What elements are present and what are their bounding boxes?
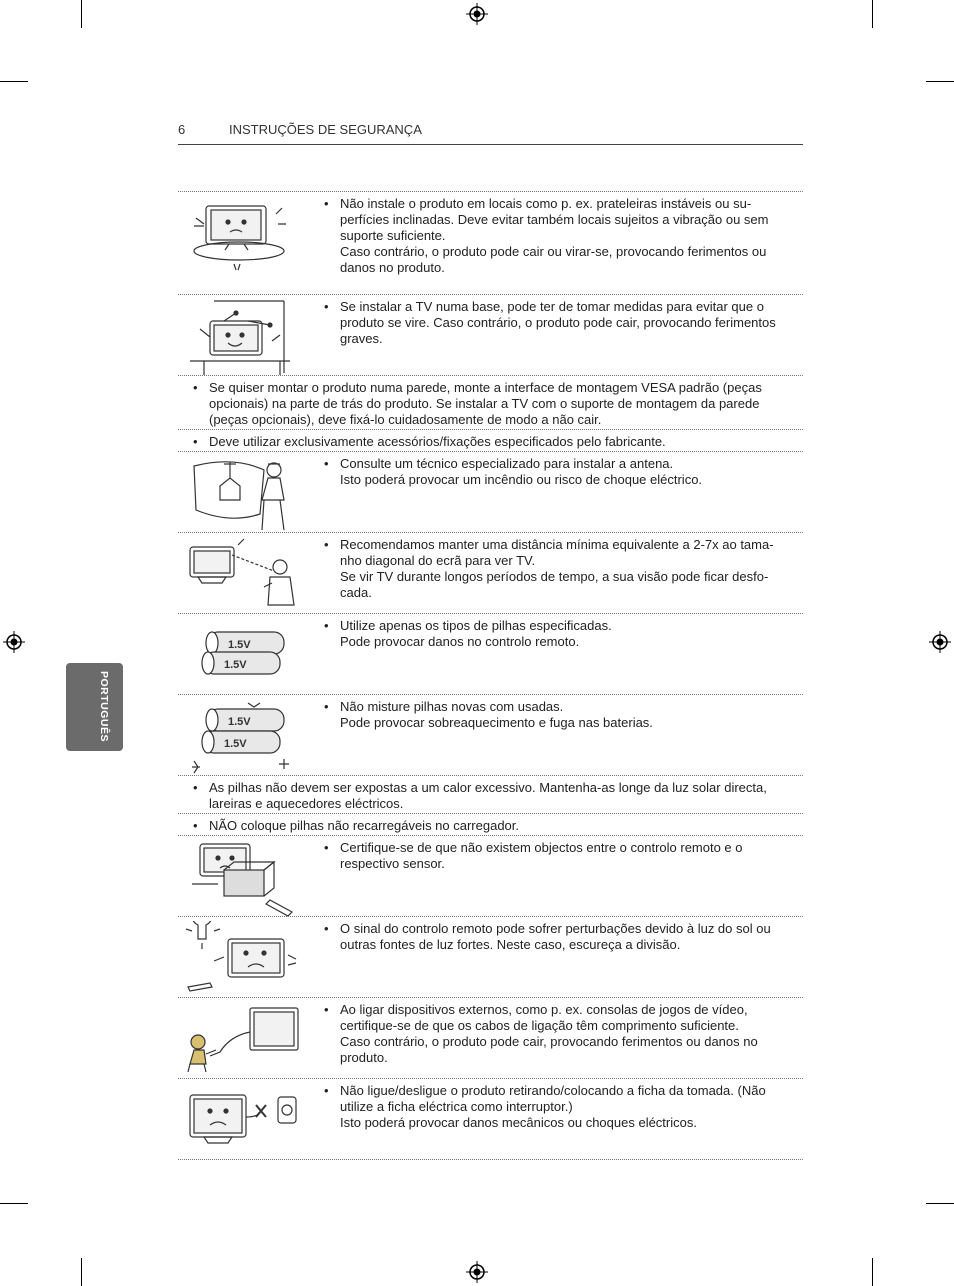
batteries-icon [184, 618, 302, 696]
crop-mark [0, 1203, 28, 1204]
section-title: INSTRUÇÕES DE SEGURANÇA [229, 122, 422, 137]
safety-item [178, 451, 803, 533]
language-tab-label: PORTUGUÊS [98, 671, 110, 743]
tv-on-unstable-shelf-icon [184, 196, 302, 274]
text-line: lareiras e aquecedores eléctricos. [209, 796, 404, 811]
safety-item [178, 997, 803, 1079]
bullet: • [193, 380, 198, 395]
safety-item [178, 1078, 803, 1160]
text-line: Se instalar a TV numa base, pode ter de tomar medidas para evitar que o [340, 299, 764, 314]
text-line: Caso contrário, o produto pode cair ou virar-se, provocando ferimentos ou [340, 244, 767, 259]
text-line: Consulte um técnico especializado para instalar a antena. [340, 456, 674, 471]
text-line: Deve utilizar exclusivamente acessórios/fixações especificados pelo fabricante. [209, 434, 666, 449]
text-line: (peças opcionais), deve fixá-lo cuidadosamente de modo a não cair. [209, 412, 602, 427]
registration-mark-icon [3, 631, 25, 653]
text-line: Utilize apenas os tipos de pilhas especificadas. [340, 618, 612, 633]
strong-light-interference-icon [184, 921, 302, 999]
safety-text [324, 1002, 783, 1066]
bullet: • [324, 456, 329, 471]
battery-label: 1.5V [228, 639, 251, 651]
text-line: Ao ligar dispositivos externos, como p. ex. consolas de jogos de vídeo, [340, 1002, 748, 1017]
safety-text [324, 699, 783, 731]
text-line: Se quiser montar o produto numa parede, monte a interface de montagem VESA padrão (peças [209, 380, 762, 395]
safety-item [178, 429, 803, 452]
text-line: certifique-se de que os cabos de ligação têm comprimento suficiente. [340, 1018, 739, 1033]
page-header [178, 122, 803, 145]
text-line: produto se vire. Caso contrário, o produto pode cair, provocando ferimentos [340, 315, 776, 330]
crop-mark [872, 0, 873, 28]
text-line: utilize a ficha eléctrica como interruptor.) [340, 1099, 573, 1114]
battery-label: 1.5V [224, 659, 247, 671]
crop-mark [81, 0, 82, 28]
cable-length-icon [184, 1002, 302, 1080]
safety-text [193, 380, 779, 428]
text-line: respectivo sensor. [340, 856, 445, 871]
bullet: • [324, 537, 329, 552]
text-line: NÃO coloque pilhas não recarregáveis no carregador. [209, 818, 520, 833]
battery-label: 1.5V [228, 716, 251, 728]
safety-item [178, 835, 803, 917]
text-line: opcionais) na parte de trás do produto. Se instalar a TV com o suporte de montagem da parede [209, 396, 760, 411]
mixed-batteries-icon [184, 699, 302, 777]
safety-text [193, 818, 779, 834]
text-line: danos no produto. [340, 260, 445, 275]
text-line: Se vir TV durante longos períodos de tempo, a sua visão pode ficar desfo- [340, 569, 769, 584]
crop-mark [926, 1203, 954, 1204]
safety-item [178, 694, 803, 776]
text-line: Caso contrário, o produto pode cair, provocando ferimentos ou danos no [340, 1034, 758, 1049]
crop-mark [0, 81, 28, 82]
safety-text [193, 434, 779, 450]
battery-label: 1.5V [224, 738, 247, 750]
safety-text [324, 921, 783, 953]
safety-text [324, 840, 783, 872]
bullet: • [193, 780, 198, 795]
safety-text [324, 196, 783, 276]
text-line: Pode provocar sobreaquecimento e fuga nas baterias. [340, 715, 653, 730]
bullet: • [324, 1002, 329, 1017]
safety-item [178, 532, 803, 614]
viewing-distance-icon [184, 537, 302, 615]
bullet: • [324, 699, 329, 714]
bullet: • [324, 299, 329, 314]
text-line: perfícies inclinadas. Deve evitar também locais sujeitos a vibração ou sem [340, 212, 769, 227]
unplug-power-icon [184, 1083, 302, 1161]
text-line: graves. [340, 331, 383, 346]
safety-text [324, 618, 783, 650]
tv-secured-to-wall-icon [184, 299, 302, 377]
text-line: O sinal do controlo remoto pode sofrer perturbações devido à luz do sol ou [340, 921, 771, 936]
bullet: • [324, 618, 329, 633]
text-line: Isto poderá provocar danos mecânicos ou choques eléctricos. [340, 1115, 697, 1130]
bullet: • [324, 921, 329, 936]
safety-item [178, 294, 803, 376]
bullet: • [193, 818, 198, 833]
text-line: Não ligue/desligue o produto retirando/colocando a ficha da tomada. (Não [340, 1083, 766, 1098]
text-line: Recomendamos manter uma distância mínima equivalente a 2-7x ao tama- [340, 537, 774, 552]
text-line: cada. [340, 585, 372, 600]
crop-mark [872, 1258, 873, 1286]
text-line: Não misture pilhas novas com usadas. [340, 699, 564, 714]
bullet: • [324, 196, 329, 211]
safety-item [178, 775, 803, 814]
bullet: • [324, 1083, 329, 1098]
text-line: Pode provocar danos no controlo remoto. [340, 634, 580, 649]
crop-mark [926, 81, 954, 82]
registration-mark-icon [929, 631, 951, 653]
antenna-technician-icon [184, 456, 302, 534]
crop-mark [81, 1258, 82, 1286]
registration-mark-icon [466, 3, 488, 25]
safety-text [193, 780, 779, 812]
text-line: produto. [340, 1050, 388, 1065]
safety-text [324, 456, 783, 488]
text-line: Isto poderá provocar um incêndio ou risco de choque eléctrico. [340, 472, 703, 487]
safety-item [178, 813, 803, 836]
text-line: suporte suficiente. [340, 228, 446, 243]
bullet: • [324, 840, 329, 855]
language-tab [66, 663, 123, 751]
text-line: Não instale o produto em locais como p. ex. prateleiras instáveis ou su- [340, 196, 752, 211]
safety-item [178, 375, 803, 430]
text-line: outras fontes de luz fortes. Neste caso, escureça a divisão. [340, 937, 681, 952]
registration-mark-icon [466, 1261, 488, 1283]
safety-item [178, 916, 803, 998]
safety-item [178, 191, 803, 295]
bullet: • [193, 434, 198, 449]
text-line: Certifique-se de que não existem objectos entre o controlo remoto e o [340, 840, 743, 855]
text-line: nho diagonal do ecrã para ver TV. [340, 553, 536, 568]
safety-text [324, 537, 783, 601]
remote-obstruction-icon [184, 840, 302, 918]
page-number: 6 [178, 122, 186, 137]
safety-text [324, 299, 783, 347]
text-line: As pilhas não devem ser expostas a um calor excessivo. Mantenha-as longe da luz solar directa, [209, 780, 767, 795]
safety-text [324, 1083, 783, 1131]
safety-item [178, 613, 803, 695]
